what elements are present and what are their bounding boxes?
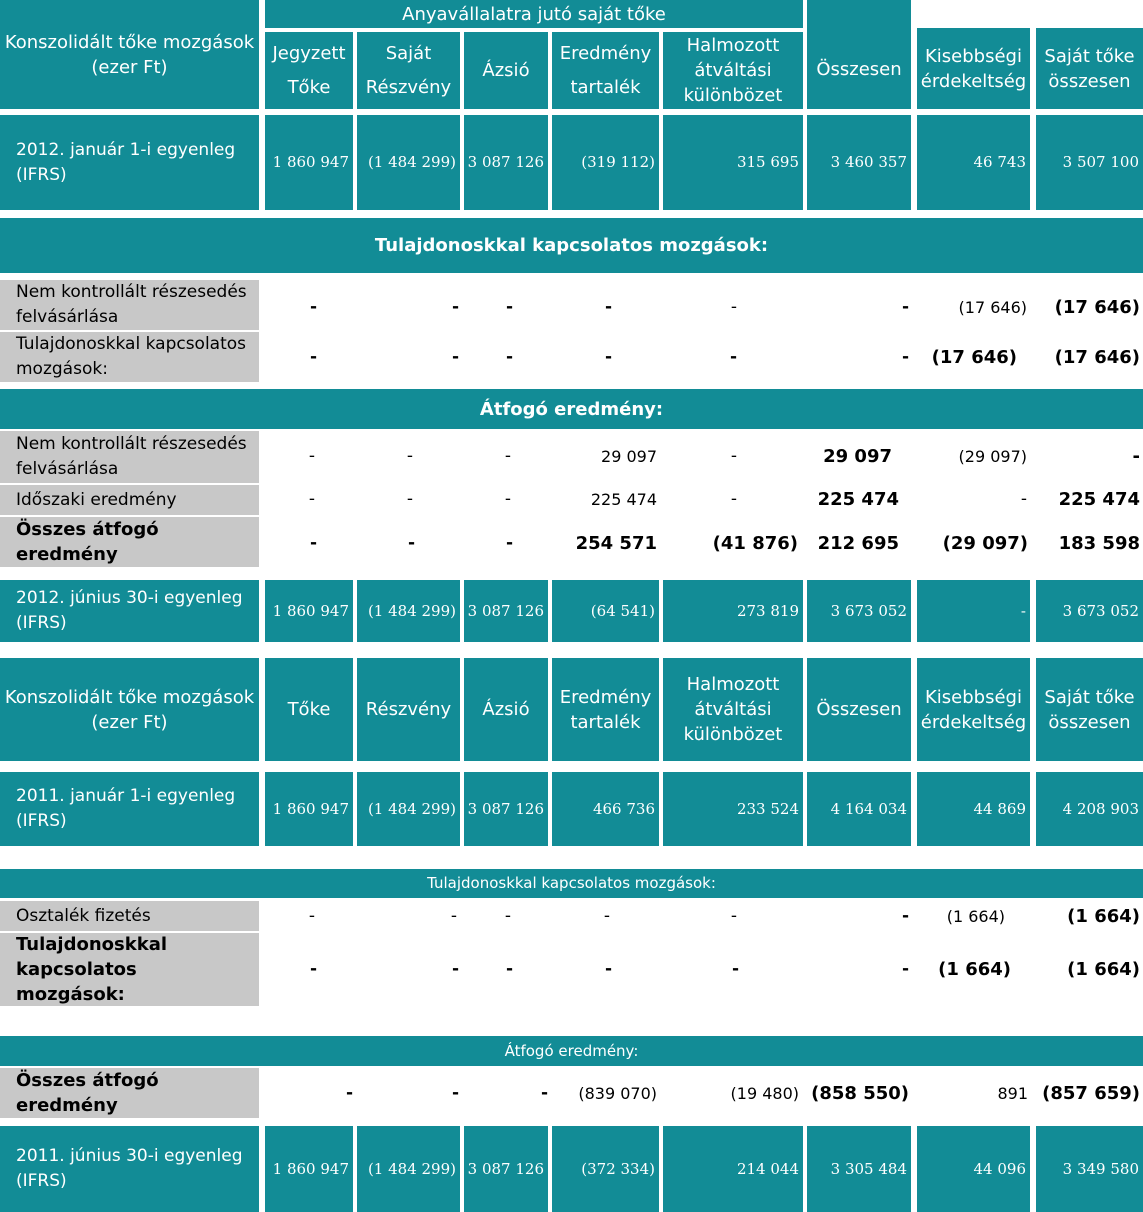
- s2-col-2: Részvény: [357, 658, 460, 761]
- s1-col-8: Saját tőke összesen: [1036, 28, 1143, 109]
- s1-opening-cell: 315 695: [663, 115, 803, 210]
- s2-col-3: Ázsió: [464, 658, 548, 761]
- s1-comp-row1-cell: -: [1132, 446, 1140, 467]
- s2-owners-row1-cell: -: [730, 906, 737, 926]
- s1-comp-row3-cell: (41 876): [712, 533, 798, 554]
- s1-opening-cell: 46 743: [917, 115, 1030, 210]
- s2-opening-cell: (1 484 299): [357, 772, 460, 846]
- s2-opening-cell: 4 164 034: [807, 772, 911, 846]
- s2-closing-cell: 3 087 126: [464, 1126, 548, 1212]
- s1-comp-row2-label: Időszaki eredmény: [0, 485, 259, 515]
- s1-comp-row1-cell: (29 097): [958, 447, 1027, 466]
- s1-owners-row2-cell: (17 646): [1054, 347, 1140, 368]
- s1-col-1: Jegyzett Tőke: [265, 32, 353, 109]
- s1-comp-row1-cell: 29 097: [823, 446, 892, 467]
- s1-owners-row1-cell: (17 646): [958, 298, 1027, 317]
- s2-closing-cell: 44 096: [917, 1126, 1030, 1212]
- s2-comp-row1-cell: (857 659): [1042, 1083, 1140, 1104]
- s1-comp-row1-cell: -: [504, 446, 511, 466]
- s2-col-6: Összesen: [807, 658, 911, 761]
- s2-owners-row2-cell: -: [731, 959, 739, 979]
- s2-owners-row1-cell: (1 664): [946, 907, 1005, 926]
- s1-closing-cell: 3 673 052: [807, 580, 911, 642]
- s2-closing-cell: (1 484 299): [357, 1126, 460, 1212]
- s1-comp-row1-cell: -: [730, 446, 737, 466]
- s2-comp-row1-cell: (858 550): [811, 1083, 909, 1104]
- s1-owners-row2-cell: -: [901, 347, 909, 367]
- s1-col-2: Saját Részvény: [357, 32, 460, 109]
- s1-closing-cell: 3 673 052: [1036, 580, 1143, 642]
- s1-owners-band: Tulajdonoskkal kapcsolatos mozgások:: [0, 218, 1143, 273]
- s2-owners-row1-cell: -: [308, 906, 315, 926]
- s2-opening-cell: 466 736: [552, 772, 659, 846]
- s1-comp-row3-cell: -: [309, 533, 317, 553]
- s2-opening-cell: 233 524: [663, 772, 803, 846]
- s2-comp-row1-cell: -: [451, 1083, 459, 1103]
- s1-comp-row3-cell: 254 571: [575, 533, 657, 554]
- s1-owners-row1-cell: -: [451, 297, 459, 317]
- s1-opening-cell: (1 484 299): [357, 115, 460, 210]
- s1-col-5: Halmozott átváltási különbözet: [663, 32, 803, 109]
- s1-comp-row3-cell: (29 097): [942, 533, 1028, 554]
- s2-comp-row1-cell: 891: [997, 1084, 1028, 1103]
- s2-col-4: Eredmény tartalék: [552, 658, 659, 761]
- s2-opening-cell: 1 860 947: [265, 772, 353, 846]
- s2-owners-row2-cell: -: [901, 959, 909, 979]
- s1-owners-row1-cell: -: [505, 297, 513, 317]
- s1-comp-row3-label: Összes átfogó eredmény: [0, 517, 259, 567]
- s1-col-3: Ázsió: [464, 32, 548, 109]
- s2-comp-row1-cell: (19 480): [730, 1084, 799, 1103]
- s1-comp-row2-cell: -: [730, 489, 737, 509]
- s1-opening-cell: 3 087 126: [464, 115, 548, 210]
- s1-comp-row2-cell: 225 474: [1058, 489, 1140, 510]
- s1-owners-row1-cell: -: [901, 297, 909, 317]
- s2-comp-row1-cell: -: [345, 1083, 353, 1103]
- s1-col-7: Kisebbségi érdekeltség: [917, 28, 1030, 109]
- s1-comp-row2-cell: -: [504, 489, 511, 509]
- s1-comp-row3-cell: 212 695: [817, 533, 899, 554]
- s1-closing-cell: -: [917, 580, 1030, 642]
- s2-closing-cell: 3 305 484: [807, 1126, 911, 1212]
- s1-opening-cell: 3 507 100: [1036, 115, 1143, 210]
- s1-owners-row2-cell: -: [505, 347, 513, 367]
- s1-comp-row1-label: Nem kontrollált részesedés felvásárlása: [0, 431, 259, 483]
- s1-comp-row2-cell: -: [308, 489, 315, 509]
- s2-closing-cell: 214 044: [663, 1126, 803, 1212]
- s2-opening-cell: 44 869: [917, 772, 1030, 846]
- s2-owners-row2-cell: (1 664): [938, 959, 1011, 980]
- s1-title: Konszolidált tőke mozgások (ezer Ft): [0, 0, 259, 109]
- s2-col-1: Tőke: [265, 658, 353, 761]
- s1-owners-row2-cell: -: [729, 347, 737, 367]
- s2-owners-row2-cell: -: [604, 959, 612, 979]
- s1-opening-cell: 3 460 357: [807, 115, 911, 210]
- s1-owners-row2-label: Tulajdonoskkal kapcsolatos mozgások:: [0, 332, 259, 382]
- s1-opening-cell: (319 112): [552, 115, 659, 210]
- s2-comp-row1-label: Összes átfogó eredmény: [0, 1068, 259, 1118]
- s2-owners-row1-cell: (1 664): [1067, 906, 1140, 927]
- s1-comp-row3-cell: -: [407, 533, 415, 553]
- s1-comp-row2-cell: -: [406, 489, 413, 509]
- s1-closing-cell: (1 484 299): [357, 580, 460, 642]
- s2-title: Konszolidált tőke mozgások (ezer Ft): [0, 658, 259, 761]
- s1-comp-row1-cell: -: [406, 446, 413, 466]
- s2-closing-cell: (372 334): [552, 1126, 659, 1212]
- s1-owners-row1-cell: -: [730, 297, 737, 317]
- s2-owners-row2-cell: (1 664): [1067, 959, 1140, 980]
- s2-owners-row2-label: Tulajdonoskkal kapcsolatos mozgások:: [0, 933, 259, 1006]
- s1-opening-label: 2012. január 1-i egyenleg (IFRS): [0, 115, 259, 210]
- s2-col-7: Kisebbségi érdekeltség: [917, 658, 1030, 761]
- s2-owners-row1-cell: -: [450, 906, 457, 926]
- s2-owners-row1-label: Osztalék fizetés: [0, 901, 259, 931]
- s2-owners-row1-cell: -: [901, 906, 909, 926]
- s1-comp-row3-cell: 183 598: [1058, 533, 1140, 554]
- s1-owners-row1-label: Nem kontrollált részesedés felvásárlása: [0, 280, 259, 330]
- s1-owners-row2-cell: -: [451, 347, 459, 367]
- s1-comp-row1-cell: 29 097: [601, 447, 657, 466]
- s2-closing-cell: 3 349 580: [1036, 1126, 1143, 1212]
- s2-closing-cell: 1 860 947: [265, 1126, 353, 1212]
- s1-owners-row2-cell: (17 646): [931, 347, 1017, 368]
- s2-closing-label: 2011. június 30-i egyenleg (IFRS): [0, 1126, 259, 1212]
- s1-owners-row1-cell: -: [309, 297, 317, 317]
- s2-owners-row2-cell: -: [309, 959, 317, 979]
- s2-owners-band: Tulajdonoskkal kapcsolatos mozgások:: [0, 869, 1143, 898]
- s2-owners-row1-cell: -: [603, 906, 610, 926]
- s1-owners-row1-cell: (17 646): [1054, 297, 1140, 318]
- s1-owners-row1-cell: -: [604, 297, 612, 317]
- s1-comp-row1-cell: -: [308, 446, 315, 466]
- s2-owners-row2-cell: -: [451, 959, 459, 979]
- s2-opening-cell: 3 087 126: [464, 772, 548, 846]
- s1-owners-row2-cell: -: [309, 347, 317, 367]
- s1-closing-label: 2012. június 30-i egyenleg (IFRS): [0, 580, 259, 642]
- s2-col-5: Halmozott átváltási különbözet: [663, 658, 803, 761]
- s2-comp-row1-cell: (839 070): [578, 1084, 657, 1103]
- s2-comp-band: Átfogó eredmény:: [0, 1036, 1143, 1066]
- s2-owners-row1-cell: -: [504, 906, 511, 926]
- s2-opening-cell: 4 208 903: [1036, 772, 1143, 846]
- s1-comp-row2-cell: 225 474: [590, 490, 657, 509]
- s1-closing-cell: 1 860 947: [265, 580, 353, 642]
- s2-opening-label: 2011. január 1-i egyenleg (IFRS): [0, 772, 259, 846]
- s1-comp-row2-cell: 225 474: [817, 489, 899, 510]
- s1-opening-cell: 1 860 947: [265, 115, 353, 210]
- s2-owners-row2-cell: -: [505, 959, 513, 979]
- s1-col-4: Eredmény tartalék: [552, 32, 659, 109]
- s1-closing-cell: 273 819: [663, 580, 803, 642]
- s1-comp-row3-cell: -: [505, 533, 513, 553]
- s1-group-header: Anyavállalatra jutó saját tőke: [265, 0, 803, 28]
- s2-col-8: Saját tőke összesen: [1036, 658, 1143, 761]
- s2-comp-row1-cell: -: [540, 1083, 548, 1103]
- s1-closing-cell: (64 541): [552, 580, 659, 642]
- s1-owners-row2-cell: -: [604, 347, 612, 367]
- s1-col-6: Összesen: [807, 0, 911, 109]
- s1-comp-row2-cell: -: [1020, 489, 1027, 509]
- s1-comp-band: Átfogó eredmény:: [0, 389, 1143, 429]
- s1-closing-cell: 3 087 126: [464, 580, 548, 642]
